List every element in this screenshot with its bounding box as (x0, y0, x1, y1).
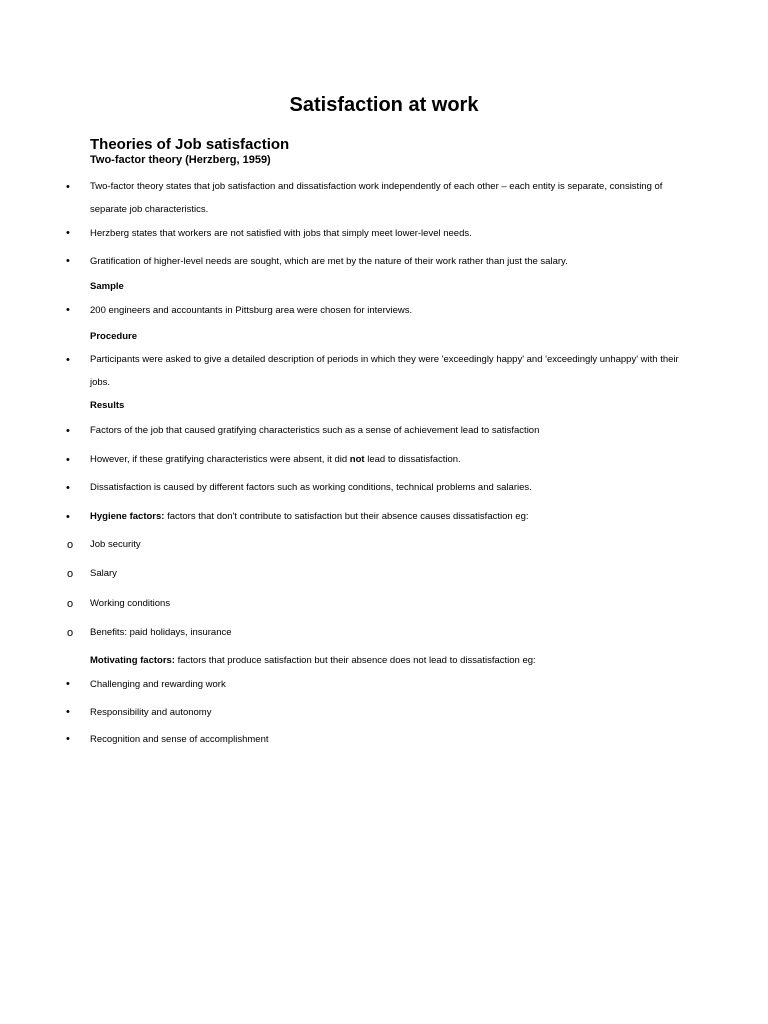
sub-list-item: Benefits: paid holidays, insurance (90, 627, 232, 638)
list-item: Gratification of higher-level needs are sought, which are met by the nature of their work rather than just the salary. (90, 256, 568, 267)
list-item: Two-factor theory states that job satisfaction and dissatisfaction work independently of each other – each entity is separate, consisting of separate job characteristics. (90, 181, 663, 215)
bullet-icon: • (66, 255, 70, 267)
bullet-icon: • (66, 733, 70, 745)
hygiene-factors-label: Hygiene factors: (90, 511, 165, 522)
circle-bullet-icon: o (67, 568, 74, 580)
sub-list-item: Job security (90, 539, 141, 550)
list-item-text: lead to dissatisfaction. (364, 454, 461, 465)
list-item: 200 engineers and accountants in Pittsburg area were chosen for interviews. (90, 305, 413, 316)
bullet-icon: • (66, 678, 70, 690)
bullet-icon: • (66, 354, 70, 366)
list-item: Recognition and sense of accomplishment (90, 734, 269, 745)
bullet-icon: • (66, 482, 70, 494)
motivating-factors-paragraph (90, 655, 690, 667)
list-item-text: However, if these gratifying characteristics were absent, it did (90, 454, 350, 465)
sample-label: Sample (90, 281, 124, 292)
motivating-factors-label: Motivating factors: (90, 655, 175, 666)
subsection-heading: Two-factor theory (Herzberg, 1959) (90, 154, 271, 166)
list-item-text: factors that don't contribute to satisfaction but their absence causes dissatisfaction eg: (164, 511, 529, 522)
page-title: Satisfaction at work (289, 94, 479, 116)
circle-bullet-icon: o (67, 539, 74, 551)
list-item: Dissatisfaction is caused by different factors such as working conditions, technical problems and salaries. (90, 482, 532, 493)
bullet-icon: • (66, 304, 70, 316)
bullet-icon: • (66, 425, 70, 437)
bullet-icon: • (66, 511, 70, 523)
circle-bullet-icon: o (67, 598, 74, 610)
list-item: Challenging and rewarding work (90, 679, 226, 690)
bullet-icon: • (66, 454, 70, 466)
bullet-icon: • (66, 227, 70, 239)
bullet-icon: • (66, 181, 70, 193)
sub-list-item: Working conditions (90, 598, 171, 609)
list-item: Herzberg states that workers are not satisfied with jobs that simply meet lower-level needs. (90, 228, 472, 239)
list-item: Participants were asked to give a detailed description of periods in which they were 'exceedingly happy' and 'exceedingly unhappy' with their jobs. (90, 354, 679, 388)
list-item: Responsibility and autonomy (90, 707, 212, 718)
list-item (90, 511, 690, 523)
circle-bullet-icon: o (67, 627, 74, 639)
bullet-icon: • (66, 706, 70, 718)
section-heading: Theories of Job satisfaction (90, 136, 290, 153)
results-label: Results (90, 400, 125, 411)
emphasis-text: not (349, 454, 365, 465)
list-item: Factors of the job that caused gratifying characteristics such as a sense of achievement lead to satisfaction (90, 425, 540, 436)
sub-list-item: Salary (90, 568, 117, 579)
paragraph-text: factors that produce satisfaction but their absence does not lead to dissatisfaction eg: (174, 655, 536, 666)
list-item (90, 454, 690, 466)
procedure-label: Procedure (90, 331, 137, 342)
